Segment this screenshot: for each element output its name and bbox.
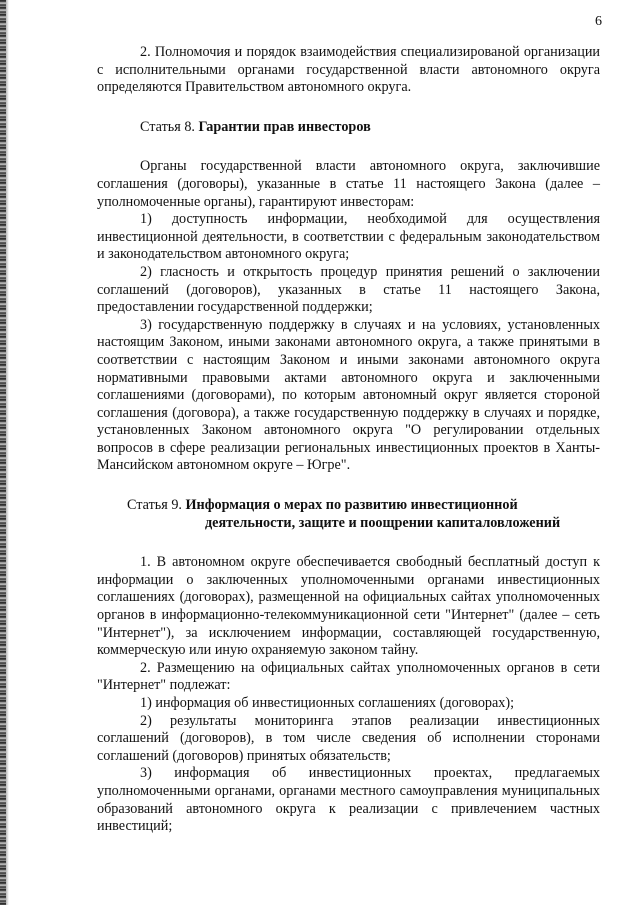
article-8-item-1: 1) доступность информации, необходимой для осуществления инвестиционной деятельности, в соответствии с федеральным законодательством и законодательством автономного округа; <box>97 211 600 263</box>
article-9-paragraph-2: 2. Размещению на официальных сайтах уполномоченных органов в сети "Интернет" подлежат: <box>97 659 600 694</box>
article-9-prefix: Статья 9. <box>127 497 182 514</box>
article-8-prefix: Статья 8. <box>140 118 195 135</box>
article-8-title: Гарантии прав инвесторов <box>198 118 371 135</box>
document-body <box>97 44 600 836</box>
article-9-title-line-1: Информация о мерах по развитию инвестиционной <box>185 497 518 514</box>
article-8-intro: Органы государственной власти автономного округа, заключившие соглашения (договоры), указанные в статье 11 настоящего Закона (далее – уполномоченные органы), гарантируют инвесторам: <box>97 158 600 210</box>
article-9-paragraph-1: 1. В автономном округе обеспечивается свободный бесплатный доступ к информации о заключенных уполномоченными органами инвестиционных соглашениях (договорах), размещенной на официальных сайтах уполномоченных органов в информационно-телекоммуникационной сети "Интернет" (далее – сеть "Интернет"), за исключением информации, составляющей государственную, коммерческую или иную охраняемую законом тайну. <box>97 554 600 659</box>
article-8-item-3: 3) государственную поддержку в случаях и на условиях, установленных настоящим Законом, иными законами автономного округа, а также принятыми в соответствии с настоящим Законом и иными законами автономного округа нормативными правовыми актами автономного округа и заключенными соглашениями (договорами), по которым автономный округ является стороной соглашения (договора), а также государственную поддержку в случаях и порядке, установленных Законом автономного округа "О регулировании отдельных вопросов в сфере реализации региональных инвестиционных проектов в Ханты-Мансийском автономном округе – Югре". <box>97 316 600 474</box>
article-9-item-2: 2) результаты мониторинга этапов реализации инвестиционных соглашений (договоров), в том числе сведения об исполнении сторонами соглашений (договоров) принятых обязательств; <box>97 712 600 764</box>
article-9-title-line-2: деятельности, защите и поощрении капиталовложений <box>205 514 561 531</box>
paragraph: 2. Полномочия и порядок взаимодействия специализированой организации с исполнительными органами государственной власти автономного округа определяются Правительством автономного округа. <box>97 44 600 96</box>
article-9-heading <box>97 497 600 532</box>
article-9-item-1: 1) информация об инвестиционных соглашениях (договорах); <box>140 695 515 711</box>
page-number: 6 <box>595 14 602 29</box>
article-8-item-2: 2) гласность и открытость процедур принятия решений о заключении соглашений (договоров), указанных в статье 11 настоящего Закона, предоставлении государственной поддержки; <box>97 263 600 316</box>
scan-edge-shadow <box>6 0 9 905</box>
article-8-heading <box>97 119 600 137</box>
article-9-item-3: 3) информация об инвестиционных проектах, предлагаемых уполномоченными органами, органами местного самоуправления муниципальных образований автономного округа к реализации с привлечением частных инвестиций; <box>97 765 600 835</box>
